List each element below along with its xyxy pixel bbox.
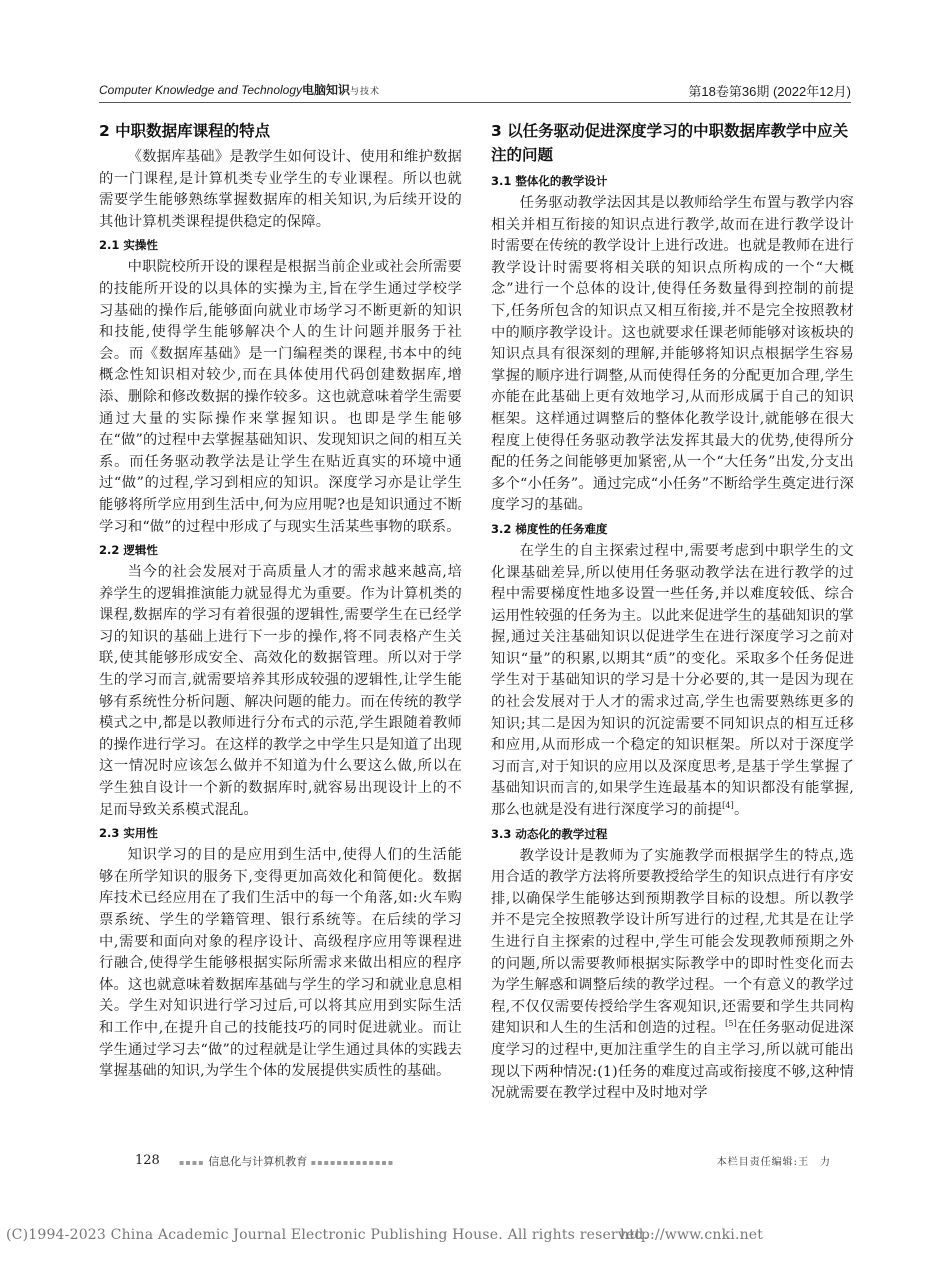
citation-5[interactable]: [5] (725, 1019, 737, 1029)
section-2-1-title: 2.1 实操性 (99, 238, 158, 253)
section-2-3-paragraph: 知识学习的目的是应用到生活中,使得人们的生活能够在所学知识的服务下,变得更加高效化和简便化。数据库技术已经应用在了我们生活中的每一个角落,如:火车购票系统、学生的学籍管理、银行系统等。在后续的学习中,需要和面向对象的程序设计、高级程序应用等课程进行融合,使得学生能够根据实际所需求来做出相应的程序体。这也就意味着数据库基础与学生的学习和就业息息相关。学生对知识进行学习过后,可以将其应用到实际生活和工作中,在提升自己的技能技巧的同时促进就业。而让学生通过学习去“做”的过程就是让学生通过具体的实践去掌握基础的知识,为学生个体的发展提供实质性的基础。 (99, 847, 462, 1080)
section-3-2-title: 3.2 梯度性的任务难度 (491, 521, 608, 536)
page-number: 128 (135, 1153, 160, 1168)
section-3-1-paragraph: 任务驱动教学法因其是以教师给学生布置与教学内容相关并相互衔接的知识点进行教学,故而在进行教学设计时需要在传统的教学设计上进行改进。也就是教师在进行教学设计时需要将相关联的知识点所构成的一个“大概念”进行一个总体的设计,使得任务数量得到控制的前提下,任务所包含的知识点又相互衔接,并不是完全按照教材中的顺序教学设计。这也就要求任课老师能够对该板块的知识点具有很深刻的理解,并能够将知识点根据学生容易掌握的顺序进行调整,从而使得任务的分配更加合理,学生亦能在此基础上更有效地学习,从而形成属于自己的知识框架。这样通过调整后的整体化教学设计,就能够在很大程度上使得任务驱动教学法发挥其最大的优势,使得所分配的任务之间能够更加紧密,从一个“大任务”出发,分支出多个“小任务”。通过完成“小任务”不断给学生奠定进行深度学习的基础。 (491, 195, 854, 514)
citation-4[interactable]: [4] (722, 801, 734, 811)
section-3-2-paragraph (491, 541, 854, 822)
section-3-2-text-end: 。 (733, 802, 749, 819)
right-column (491, 116, 854, 1105)
section-3-2-text: 在学生的自主探索过程中,需要考虑到中职学生的文化课基础差异,所以使用任务驱动教学法在进行教学的过程中需要梯度性地多设置一些任务,并以难度较低、综合运用性较强的任务为主。以此来促进学生的基础知识的掌握,通过关注基础知识以促进学生在进行深度学习之前对知识“量”的积累,以期其“质”的变化。采取多个任务促进学生对于基础知识的学习是十分必要的,其一是因为现在的社会发展对于人才的需求过高,学生也需要熟练更多的知识;其二是因为知识的沉淀需要不同知识点的相互迁移和应用,从而形成一个稳定的知识框架。所以对于深度学习而言,对于知识的应用以及深度思考,是基于学生掌握了基础知识而言的,如果学生连最基本的知识都没有能掌握,那么也就是没有进行深度学习的前提 (491, 542, 854, 819)
section-3-3-title: 3.3 动态化的教学过程 (491, 826, 608, 841)
issue-info: 第18卷第36期 (2022年12月) (688, 84, 851, 99)
section-3-3-paragraph (491, 846, 854, 1105)
section-3-3-text-end: 在任务驱动促进深度学习的过程中,更加注重学生的自主学习,所以就可能出现以下两种情况:(1)任务的难度过高或衔接度不够,这种情况就需要在教学过程中及时地对学 (491, 1020, 855, 1102)
cnki-link[interactable]: http://www.cnki.net (620, 1227, 764, 1243)
journal-name-tail: 与技术 (350, 86, 381, 96)
journal-name (99, 81, 380, 98)
footer-dots-left: ▪▪▪▪ (179, 1158, 209, 1167)
section-3-3-text: 教学设计是教师为了实施教学而根据学生的特点,选用合适的教学方法将所要教授给学生的知识点进行有序安排,以确保学生能够达到预期教学目标的设想。所以教学并不是完全按照教学设计所写进行的过程,尤其是在让学生进行自主探索的过程中,学生可能会发现教师预期之外的问题,所以需要教师根据实际教学中的即时性变化而去为学生解惑和调整后续的教学过程。一个有意义的教学过程,不仅仅需要传授给学生客观知识,还需要和学生共同构建知识和人生的生活和创造的过程。 (491, 847, 854, 1037)
section-2-title: 2 中职数据库课程的特点 (99, 122, 271, 140)
section-2-3-title: 2.3 实用性 (99, 826, 158, 841)
journal-name-cn: 电脑知识 (302, 83, 351, 97)
journal-name-en: Computer Knowledge and Technology (99, 83, 303, 97)
running-footer (99, 1153, 851, 1173)
section-3-title: 3 以任务驱动促进深度学习的中职数据库教学中应关注的问题 (491, 122, 849, 164)
section-2-paragraph: 《数据库基础》是教学生如何设计、使用和维护数据的一门课程,是计算机类专业学生的专业课程。所以也就需要学生能够熟练掌握数据库的相关知识,为后续开设的其他计算机类课程提供稳定的保障。 (99, 149, 462, 230)
section-name-text: 信息化与计算机教育 (208, 1155, 308, 1168)
header-rule (99, 102, 851, 103)
left-column (99, 116, 462, 1083)
section-2-2-title: 2.2 逻辑性 (99, 543, 158, 558)
column-editor: 本栏目责任编辑:王 力 (716, 1157, 831, 1168)
section-name (179, 1153, 394, 1169)
footer-dots-right: ▪▪▪▪▪▪▪▪▪▪▪▪▪ (307, 1158, 395, 1167)
running-header (99, 81, 851, 101)
section-2-2-paragraph: 当今的社会发展对于高质量人才的需求越来越高,培养学生的逻辑推演能力就显得尤为重要。作为计算机类的课程,数据库的学习有着很强的逻辑性,需要学生在已经学习的知识的基础上进行下一步的操作,将不同表格产生关联,使其能够形成安全、高效化的数据管理。所以对于学生的学习而言,就需要培养其形成较强的逻辑性,让学生能够有系统性分析问题、解决问题的能力。而在传统的教学模式之中,都是以教师进行分布式的示范,学生跟随着教师的操作进行学习。在这样的教学之中学生只是知道了出现这一情况时应该怎么做并不知道为什么要这么做,所以在学生独自设计一个新的数据库时,就容易出现设计上的不足而导致关系模式混乱。 (99, 564, 462, 818)
section-3-1-title: 3.1 整体化的教学设计 (491, 174, 608, 188)
copyright-text: (C)1994-2023 China Academic Journal Electronic Publishing House. All rights reserved. (6, 1227, 649, 1243)
section-2-1-paragraph: 中职院校所开设的课程是根据当前企业或社会所需要的技能所开设的以具体的实操为主,旨在学生通过学校学习基础的操作后,能够面向就业市场学习不断更新的知识和技能,使得学生能够解决个人的生计问题并服务于社会。而《数据库基础》是一门编程类的课程,书本中的纯概念性知识相对较少,而在具体使用代码创建数据库,增添、删除和修改数据的操作较多。这也就意味着学生需要通过大量的实际操作来掌握知识。也即是学生能够在“做”的过程中去掌握基础知识、发现知识之间的相互关系。而任务驱动教学法是让学生在贴近真实的环境中通过“做”的过程,学习到相应的知识。深度学习亦是让学生能够将所学应用到生活中,何为应用呢?也是知识通过不断学习和“做”的过程中形成了与现实生活某些事物的联系。 (99, 259, 462, 535)
